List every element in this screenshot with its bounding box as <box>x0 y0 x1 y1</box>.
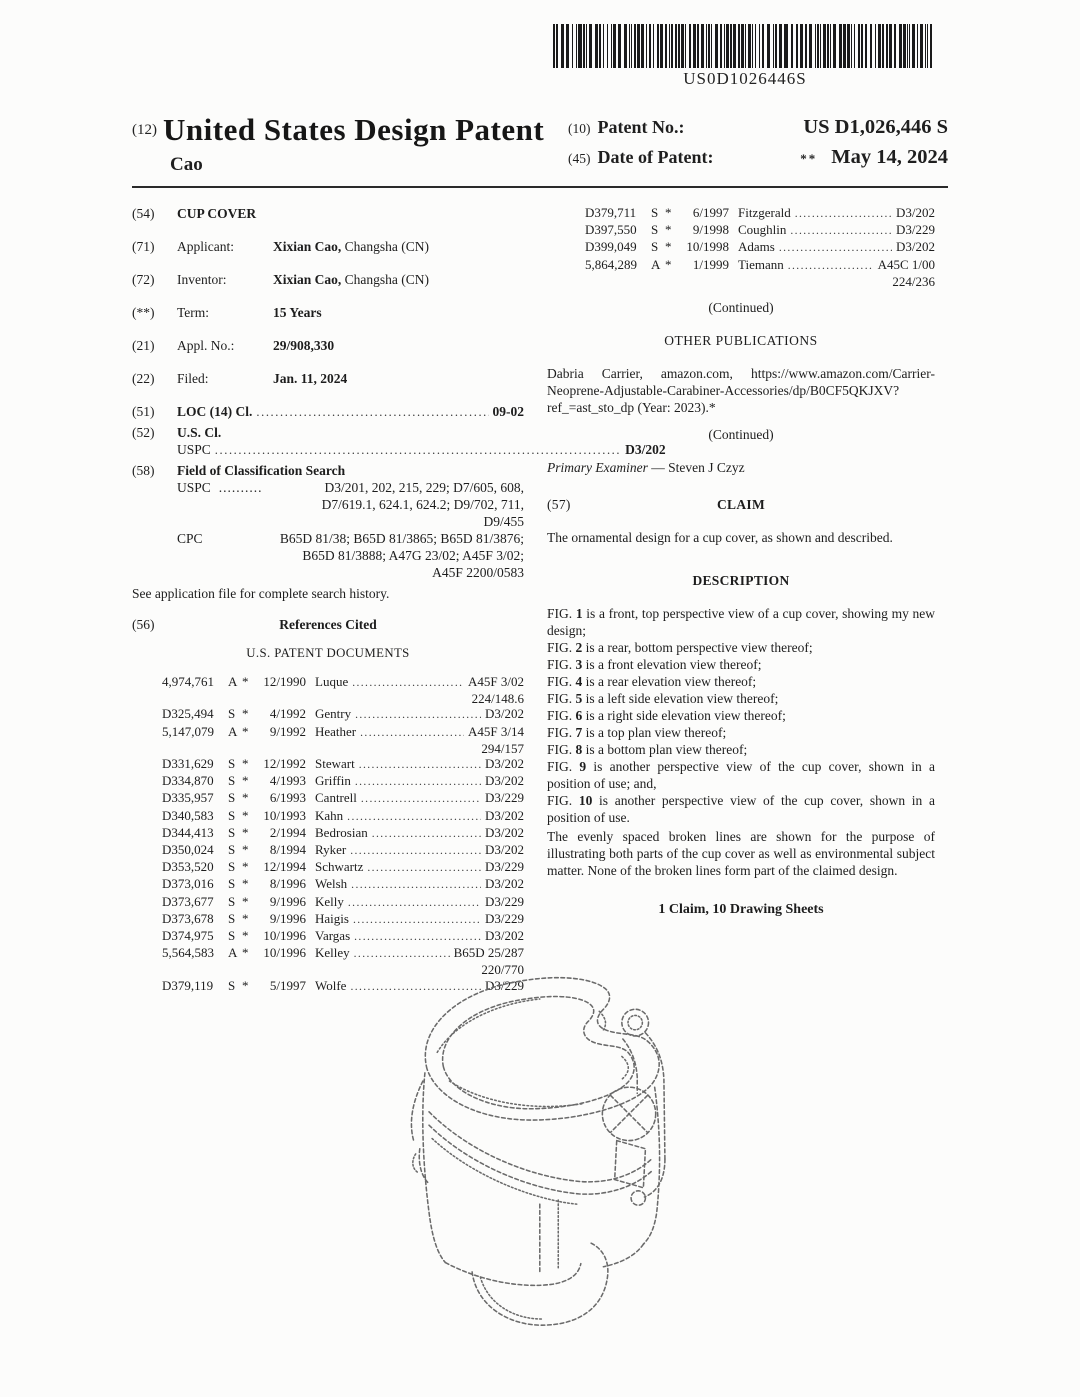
description-line: FIG. 5 is a left side elevation view thereof; <box>547 691 779 707</box>
applicant-name: Xixian Cao, <box>273 239 342 254</box>
dot-leader <box>355 773 481 790</box>
filed-value: Jan. 11, 2024 <box>273 371 348 386</box>
dot-leader <box>348 894 481 911</box>
reference-entry: 5,864,289 A * 1/1999 Tiemann ..... A45C 1/00 224/236 <box>585 257 935 289</box>
reference-entry: D340,583 S * 10/1993 Kahn ..... D3/202 <box>162 808 524 825</box>
invention-title: CUP COVER <box>177 206 257 221</box>
patent-no-value: US D1,026,446 S <box>803 116 948 138</box>
barcode-block <box>553 24 937 89</box>
date-stars: ** <box>800 151 818 166</box>
dot-leader <box>256 403 488 421</box>
publications-continued-note: (Continued) <box>708 427 774 443</box>
description-heading: DESCRIPTION <box>692 573 790 589</box>
reference-entry: D373,677 S * 9/1996 Kelly ..... D3/229 <box>162 894 524 911</box>
field-title: (54) CUP COVER <box>132 206 257 221</box>
figure-cup-cover-drawing <box>408 958 688 1358</box>
publication-line: Dabria Carrier, amazon.com, https://www.amazon.com/Carrier- <box>547 366 935 382</box>
reference-entry: D325,494 S * 4/1992 Gentry ..... D3/202 <box>162 706 524 723</box>
reference-entry: D397,550 S * 9/1998 Coughlin ..... D3/229 <box>585 222 935 239</box>
header-patent-info <box>568 116 948 176</box>
description-line: FIG. 4 is a rear elevation view thereof; <box>547 674 757 690</box>
reference-entry: D399,049 S * 10/1998 Adams ..... D3/202 <box>585 239 935 256</box>
loc-value: 09-02 <box>492 404 524 419</box>
dot-leader <box>795 205 892 222</box>
field-applicant: (71) Applicant: Xixian Cao, Changsha (CN) <box>132 239 430 254</box>
barcode-number: US0D1026446S <box>683 69 807 88</box>
appl-no-value: 29/908,330 <box>273 338 335 353</box>
patent-date-row <box>568 146 948 169</box>
page-title: United States Design Patent <box>163 112 545 147</box>
dot-leader <box>351 876 481 893</box>
references-table-left <box>132 674 524 995</box>
date-value: May 14, 2024 <box>831 146 948 168</box>
term-value: 15 Years <box>273 305 322 320</box>
claims-drawings-summary: 1 Claim, 10 Drawing Sheets <box>658 902 824 918</box>
field-filed: (22) Filed: Jan. 11, 2024 <box>132 370 524 387</box>
publication-line: ref_=ast_sto_dp (Year: 2023).* <box>547 400 716 416</box>
header-title-block <box>132 112 544 176</box>
claim-heading: (57) CLAIM <box>547 497 765 513</box>
dot-leader <box>352 674 464 691</box>
field-term: (**) Term: 15 Years <box>132 304 524 321</box>
reference-entry: D373,016 S * 8/1996 Welsh ..... D3/202 <box>162 876 524 893</box>
claim-text: The ornamental design for a cup cover, as shown and described. <box>547 530 893 546</box>
references-cited-heading: (56) References Cited <box>132 617 377 632</box>
cup-cover-line-art <box>408 958 688 1358</box>
dot-leader <box>361 790 481 807</box>
patent-number-row <box>568 116 948 139</box>
inventor-surname: Cao <box>170 154 203 175</box>
uspc-search-block: USPC .......... D3/201, 202, 215, 229; D7/605, 608, D7/619.1, 624.1, 624.2; D9/702, 711, D9/455 <box>177 480 524 529</box>
dot-leader <box>360 724 464 741</box>
primary-examiner-line: Primary Examiner — Steven J Czyz <box>547 460 745 476</box>
reference-entry: D331,629 S * 12/1992 Stewart ..... D3/202 <box>162 756 524 773</box>
patent-no-code: (10) <box>568 121 591 136</box>
dot-leader <box>790 222 892 239</box>
dot-leader <box>367 859 481 876</box>
dot-leader <box>788 257 874 274</box>
right-column <box>547 205 935 918</box>
reference-entry: D344,413 S * 2/1994 Bedrosian ..... D3/202 <box>162 825 524 842</box>
dot-leader <box>347 808 481 825</box>
dot-leader <box>353 911 481 928</box>
header-divider <box>132 186 948 188</box>
field-classification-search: (58) Field of Classification Search USPC .......... D3/201, 202, 215, 229; D7/605, 608, D7/619.1, 624.1, 624.2; D9/702, 711, D9/455 CPC B65D 81/38; B65D 81/3865; B65D 81/3876; B65D 81/3888; A47G 23/02; A45F 3/02; A45F 2200/0583 See application file for complete search history. <box>132 463 524 601</box>
description-figure-list <box>547 605 935 826</box>
reference-entry: D373,678 S * 9/1996 Haigis ..... D3/229 <box>162 911 524 928</box>
dot-leader <box>372 825 481 842</box>
patent-no-label: Patent No.: <box>597 117 685 137</box>
inventor-name: Xixian Cao, <box>273 272 342 287</box>
dot-leader <box>354 928 481 945</box>
search-history-note: See application file for complete search history. <box>132 586 390 601</box>
dot-leader <box>350 842 481 859</box>
reference-entry: D353,520 S * 12/1994 Schwartz ..... D3/229 <box>162 859 524 876</box>
reference-entry: 4,974,761 A * 12/1990 Luque ..... A45F 3/02 224/148.6 <box>162 674 524 706</box>
examiner-name: Steven J Czyz <box>668 460 745 476</box>
other-publications-heading: OTHER PUBLICATIONS <box>664 333 818 349</box>
uspc-value: D3/202 <box>625 442 666 457</box>
description-line: FIG. 9 is another perspective view of the cup cover, shown in a position of use; and, <box>547 759 935 792</box>
description-line: FIG. 1 is a front, top perspective view of a cup cover, showing my new design; <box>547 606 936 639</box>
broken-lines-statement: The evenly spaced broken lines are shown for the purpose of illustrating both parts of the cup cover as well as environmental subject matter. None of the broken lines form part of the claimed design. <box>547 829 935 879</box>
date-label: Date of Patent: <box>597 147 714 167</box>
reference-entry: D379,711 S * 6/1997 Fitzgerald ..... D3/202 <box>585 205 935 222</box>
description-line: FIG. 10 is another perspective view of the cup cover, shown in a position of use. <box>547 793 935 826</box>
description-line: FIG. 8 is a bottom plan view thereof; <box>547 742 748 758</box>
reference-entry: D374,975 S * 10/1996 Vargas ..... D3/202 <box>162 928 524 945</box>
field-appl-no: (21) Appl. No.: 29/908,330 <box>132 337 524 354</box>
kind-code: (12) <box>132 122 157 138</box>
reference-entry: D335,957 S * 6/1993 Cantrell ..... D3/229 <box>162 790 524 807</box>
reference-entry: 5,147,079 A * 9/1992 Heather ..... A45F 3/14 294/157 <box>162 724 524 756</box>
description-line: FIG. 7 is a top plan view thereof; <box>547 725 727 741</box>
field-loc-class: (51) LOC (14) Cl. ..... 09-02 <box>132 403 524 421</box>
reference-entry: D334,870 S * 4/1993 Griffin ..... D3/202 <box>162 773 524 790</box>
field-inventor: (72) Inventor: Xixian Cao, Changsha (CN) <box>132 272 430 287</box>
description-line: FIG. 6 is a right side elevation view thereof; <box>547 708 786 724</box>
description-line: FIG. 3 is a front elevation view thereof; <box>547 657 762 673</box>
references-continued-note: (Continued) <box>708 300 774 316</box>
other-publications-text <box>547 365 935 416</box>
field-us-class: (52) U.S. Cl. USPC ..... D3/202 <box>132 424 524 459</box>
dot-leader <box>355 706 481 723</box>
dot-leader <box>359 756 481 773</box>
references-table-right <box>547 205 935 289</box>
cpc-search-block: CPC B65D 81/38; B65D 81/3865; B65D 81/3876; B65D 81/3888; A47G 23/02; A45F 3/02; A45F 2200/0583 <box>177 531 524 580</box>
barcode-image <box>553 24 937 68</box>
publication-line: Neoprene-Adjustable-Carabiner-Accessories/dp/B0CF5QKJXV? <box>547 383 900 399</box>
us-patent-documents-heading: U.S. PATENT DOCUMENTS <box>246 646 410 660</box>
description-line: FIG. 2 is a rear, bottom perspective view thereof; <box>547 640 813 656</box>
reference-entry: D379,119 S * 5/1997 Wolfe ..... D3/229 <box>162 978 524 995</box>
reference-entry: D350,024 S * 8/1994 Ryker ..... D3/202 <box>162 842 524 859</box>
dot-leader: .......... <box>218 480 263 495</box>
date-code: (45) <box>568 151 591 166</box>
dot-leader <box>779 239 892 256</box>
reference-entry: 5,564,583 A * 10/1996 Kelley ..... B65D 25/287 220/770 <box>162 945 524 977</box>
